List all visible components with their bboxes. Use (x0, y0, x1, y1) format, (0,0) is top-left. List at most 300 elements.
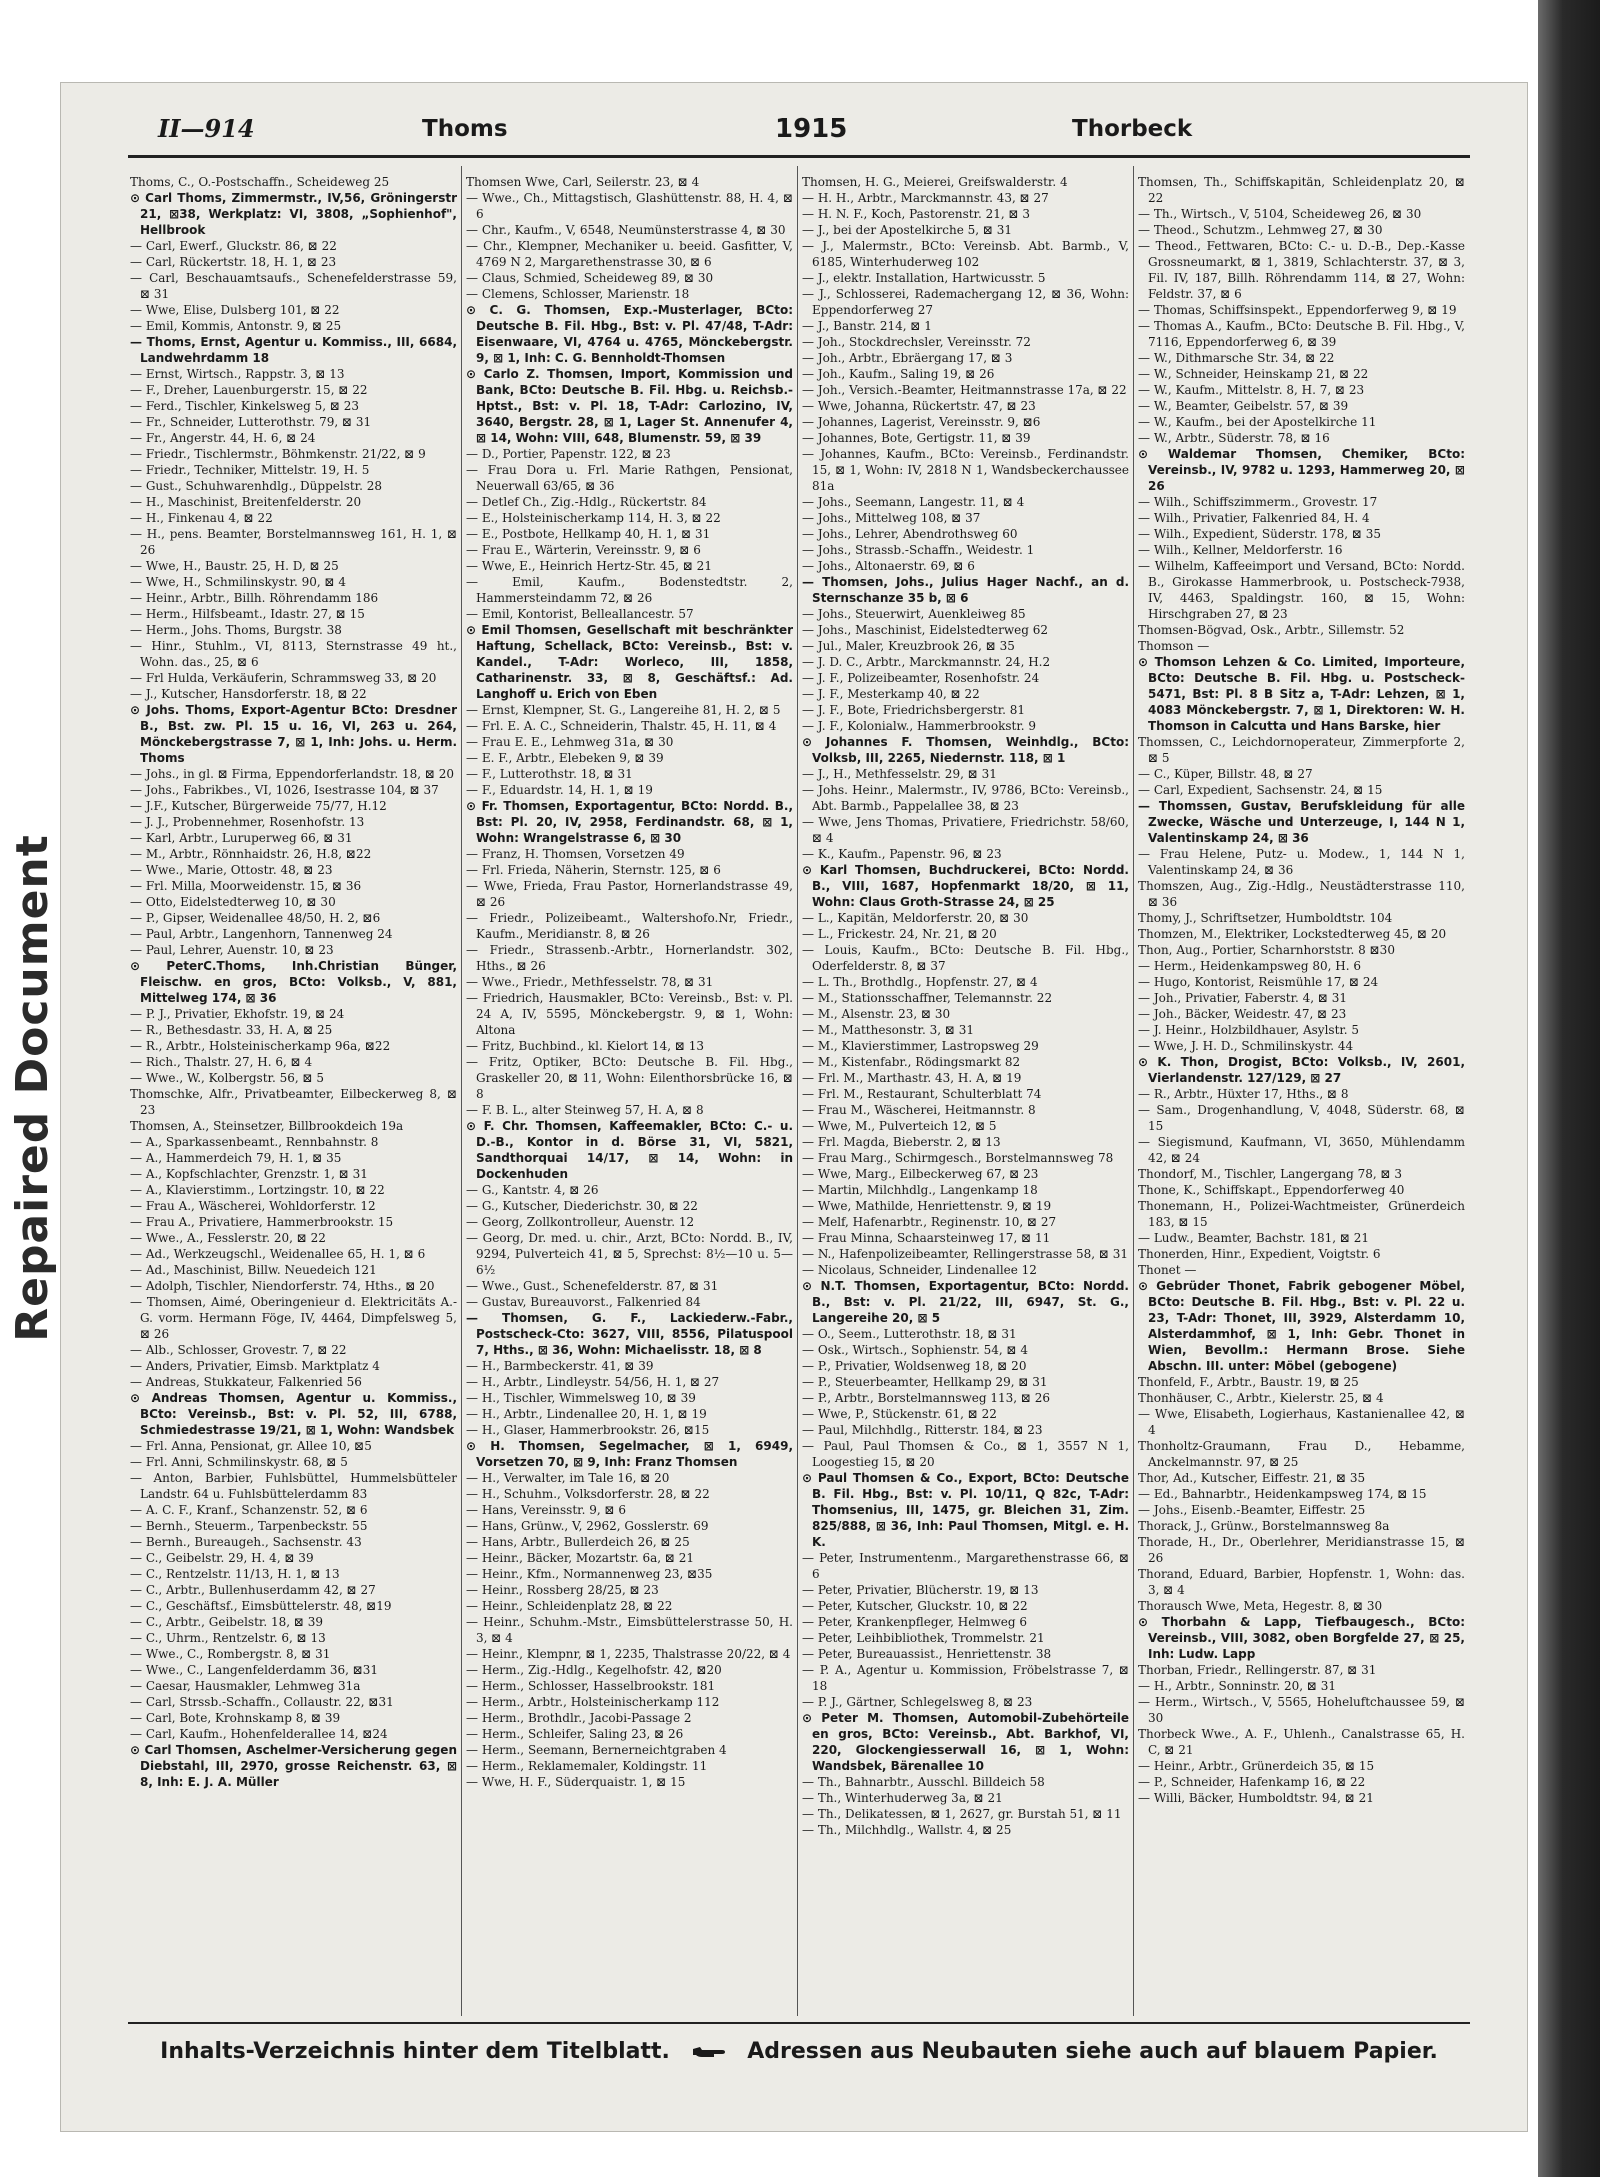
directory-entry: ⊙ Paul Thomsen & Co., Export, BCto: Deutsche B. Fil. Hbg., Bst: v. Pl. 10/11, Q 82c, T-Adr: Thomsenius, III, 1475, gr. Bleichen 31, Zim. 825/888, ⊠ 36, Inh: Paul Thomsen, Mitgl. e. H. K. (802, 1471, 1129, 1549)
directory-entry: Thorade, H., Dr., Oberlehrer, Meridianstrasse 15, ⊠ 26 (1138, 1535, 1465, 1565)
scan-dark-edge (1538, 0, 1600, 2177)
directory-entry: Thomschke, Alfr., Privatbeamter, Eilbeckerweg 8, ⊠ 23 (130, 1087, 457, 1117)
directory-entry: — Jul., Maler, Kreuzbrook 26, ⊠ 35 (802, 639, 1015, 653)
directory-entry: — Willi, Bäcker, Humboldtstr. 94, ⊠ 21 (1138, 1791, 1374, 1805)
directory-entry: — Anders, Privatier, Eimsb. Marktplatz 4 (130, 1359, 380, 1373)
column-divider (797, 166, 798, 2016)
directory-entry: — Detlef Ch., Zig.-Hdlg., Rückertstr. 84 (466, 495, 707, 509)
directory-entry: — J. F., Mesterkamp 40, ⊠ 22 (802, 687, 980, 701)
directory-entry: — Gustav, Bureauvorst., Falkenried 84 (466, 1295, 701, 1309)
directory-entry: — Heinr., Schuhm.-Mstr., Eimsbüttelerstrasse 50, H. 3, ⊠ 4 (466, 1615, 793, 1645)
directory-entry: — Herm., Seemann, Bernerneichtgraben 4 (466, 1743, 727, 1757)
directory-entry: — Louis, Kaufm., BCto: Deutsche B. Fil. Hbg., Oderfelderstr. 8, ⊠ 37 (802, 943, 1129, 973)
footer-rule (128, 2022, 1470, 2024)
directory-entry: — Wwe, H., Baustr. 25, H. D, ⊠ 25 (130, 559, 339, 573)
directory-entry: — Joh., Versich.-Beamter, Heitmannstrasse 17a, ⊠ 22 (802, 383, 1127, 397)
directory-entry: Thomsen, Th., Schiffskapitän, Schleidenplatz 20, ⊠ 22 (1138, 175, 1465, 205)
directory-entry: ⊙ Gebrüder Thonet, Fabrik gebogener Möbel, BCto: Deutsche B. Fil. Hbg., Bst: v. Pl. 22 u. 23, T-Adr: Thonet, III, 3929, Alsterdamm 10, Alsterdammhof, ⊠ 1, Inh: Gebr. Thonet in Wien, Bevollm.: Hermann Brose. Siehe Abschn. III. unter: Möbel (gebogene) (1138, 1279, 1465, 1373)
header-first-name: Thoms (422, 116, 508, 142)
column-2 (466, 174, 793, 2014)
directory-entry: — Joh., Stockdrechsler, Vereinsstr. 72 (802, 335, 1031, 349)
directory-entry: — J., Malermstr., BCto: Vereinsb. Abt. Barmb., V, 6185, Winterhuderweg 102 (802, 239, 1129, 269)
directory-entry: — H., pens. Beamter, Borstelmannsweg 161, H. 1, ⊠ 26 (130, 527, 457, 557)
directory-entry: — Wwe., C., Langenfelderdamm 36, ⊠31 (130, 1663, 379, 1677)
directory-entry: — W., Dithmarsche Str. 34, ⊠ 22 (1138, 351, 1335, 365)
directory-entry: — Wwe, H., Schmilinskystr. 90, ⊠ 4 (130, 575, 346, 589)
page-header (92, 105, 1477, 155)
directory-entry: Thomzen, M., Elektriker, Lockstedterweg 45, ⊠ 20 (1138, 927, 1447, 941)
directory-entry: ⊙ Peter M. Thomsen, Automobil-Zubehörteile en gros, BCto: Vereinsb., Abt. Barkhof, VI, 220, Glockengiesserwall 16, ⊠ 1, Wohn: Wandsbek, Bärenallee 10 (802, 1711, 1129, 1773)
directory-entry: — Friedrich, Hausmakler, BCto: Vereinsb., Bst: v. Pl. 24 A, IV, 5595, Mönckebergstr. 9, ⊠ 1, Wohn: Altona (466, 991, 793, 1037)
directory-entry: — Johannes, Bote, Gertigstr. 11, ⊠ 39 (802, 431, 1031, 445)
directory-entry: — Hans, Vereinsstr. 9, ⊠ 6 (466, 1503, 626, 1517)
directory-entry: — Ferd., Tischler, Kinkelsweg 5, ⊠ 23 (130, 399, 360, 413)
directory-entry: — G., Kantstr. 4, ⊠ 26 (466, 1183, 599, 1197)
directory-entry: — Thomas, Schiffsinspekt., Eppendorferweg 9, ⊠ 19 (1138, 303, 1457, 317)
footer-new-buildings-note: Adressen aus Neubauten siehe auch auf blauem Papier. (747, 2039, 1438, 2064)
directory-entry: ⊙ F. Chr. Thomsen, Kaffeemakler, BCto: C.- u. D.-B., Kontor in d. Börse 31, VI, 5821, Sandthorquai 14/17, ⊠ 14, Wohn: in Dockenhuden (466, 1119, 793, 1181)
directory-entry: — Georg, Zollkontrolleur, Auenstr. 12 (466, 1215, 695, 1229)
directory-entry: — W., Kaufm., Mittelstr. 8, H. 7, ⊠ 23 (1138, 383, 1365, 397)
directory-entry: — Frau E. E., Lehmweg 31a, ⊠ 30 (466, 735, 674, 749)
directory-entry: — H., Arbtr., Sonninstr. 20, ⊠ 31 (1138, 1679, 1337, 1693)
directory-entry: — Wwe., Marie, Ottostr. 48, ⊠ 23 (130, 863, 333, 877)
directory-entry: — Frl. Milla, Moorweidenstr. 15, ⊠ 36 (130, 879, 362, 893)
directory-entry: — Gust., Schuhwarenhdlg., Düppelstr. 28 (130, 479, 382, 493)
directory-entry: — Th., Milchhdlg., Wallstr. 4, ⊠ 25 (802, 1823, 1012, 1837)
directory-entry: — Ernst, Klempner, St. G., Langereihe 81, H. 2, ⊠ 5 (466, 703, 781, 717)
directory-entry: Thorban, Friedr., Rellingerstr. 87, ⊠ 31 (1138, 1663, 1377, 1677)
directory-entry: — P. A., Agentur u. Kommission, Fröbelstrasse 7, ⊠ 18 (802, 1663, 1129, 1693)
directory-entry: — Wwe., Friedr., Methfesselstr. 78, ⊠ 31 (466, 975, 714, 989)
directory-entry: — J., H., Methfesselstr. 29, ⊠ 31 (802, 767, 997, 781)
directory-entry: — J., elektr. Installation, Hartwicusstr. 5 (802, 271, 1046, 285)
directory-entry: — Herm., Brothdlr., Jacobi-Passage 2 (466, 1711, 692, 1725)
directory-entry: — Wwe, J. H. D., Schmilinskystr. 44 (1138, 1039, 1354, 1053)
directory-entry: — Ad., Werkzeugschl., Weidenallee 65, H. 1, ⊠ 6 (130, 1247, 426, 1261)
directory-entry: — J. D. C., Arbtr., Marckmannstr. 24, H.2 (802, 655, 1051, 669)
directory-entry: — Johs., Steuerwirt, Auenkleiweg 85 (802, 607, 1026, 621)
directory-entry: ⊙ Waldemar Thomsen, Chemiker, BCto: Vereinsb., IV, 9782 u. 1293, Hammerweg 20, ⊠ 26 (1138, 447, 1465, 493)
directory-entry: — Wilh., Expedient, Süderstr. 178, ⊠ 35 (1138, 527, 1382, 541)
directory-entry: — Wwe, Elise, Dulsberg 101, ⊠ 22 (130, 303, 340, 317)
directory-entry: — Heinr., Bäcker, Mozartstr. 6a, ⊠ 21 (466, 1551, 695, 1565)
directory-entry: — Hans, Grünw., V, 2962, Gosslerstr. 69 (466, 1519, 709, 1533)
directory-entry: — Fritz, Optiker, BCto: Deutsche B. Fil. Hbg., Graskeller 20, ⊠ 11, Wohn: Eilenthorsbrücke 16, ⊠ 8 (466, 1055, 793, 1101)
directory-entry: — Herm., Wirtsch., V, 5565, Hoheluftchaussee 59, ⊠ 30 (1138, 1695, 1465, 1725)
footer-index-note: Inhalts-Verzeichnis hinter dem Titelblatt. (160, 2039, 670, 2064)
directory-entry: — Johs., Altonaerstr. 69, ⊠ 6 (802, 559, 975, 573)
directory-entry: — C., Uhrm., Rentzelstr. 6, ⊠ 13 (130, 1631, 326, 1645)
directory-entry: — Wwe, P., Stückenstr. 61, ⊠ 22 (802, 1407, 997, 1421)
directory-entry: — Wwe., Gust., Schenefelderstr. 87, ⊠ 31 (466, 1279, 719, 1293)
directory-entry: — A., Sparkassenbeamt., Rennbahnstr. 8 (130, 1135, 379, 1149)
directory-entry: — Carl, Expedient, Sachsenstr. 24, ⊠ 15 (1138, 783, 1383, 797)
directory-entry: — Frl. Anni, Schmilinskystr. 68, ⊠ 5 (130, 1455, 348, 1469)
directory-entry: — H., Barmbeckerstr. 41, ⊠ 39 (466, 1359, 654, 1373)
directory-entry: — Friedr., Strassenb.-Arbtr., Hornerlandstr. 302, Hths., ⊠ 26 (466, 943, 793, 973)
directory-entry: — Frl. Anna, Pensionat, gr. Allee 10, ⊠5 (130, 1439, 372, 1453)
directory-entry: — Fr., Angerstr. 44, H. 6, ⊠ 24 (130, 431, 316, 445)
directory-entry: ⊙ K. Thon, Drogist, BCto: Volksb., IV, 2601, Vierlandenstr. 127/129, ⊠ 27 (1138, 1055, 1465, 1085)
directory-entry: — Wilhelm, Kaffeeimport und Versand, BCto: Nordd. B., Girokasse Hammerbrook, u. Postscheck-7938, IV, 4463, Spaldingstr. 160, ⊠ 15, Wohn: Hirschgraben 27, ⊠ 23 (1138, 559, 1465, 621)
directory-entry: — J. J., Probennehmer, Rosenhofstr. 13 (130, 815, 365, 829)
directory-entry: — Wwe, Johanna, Rückertstr. 47, ⊠ 23 (802, 399, 1036, 413)
directory-entry: Thomsen, H. G., Meierei, Greifswalderstr. 4 (802, 175, 1068, 189)
directory-entry: ⊙ Fr. Thomsen, Exportagentur, BCto: Nordd. B., Bst: Pl. 20, IV, 2958, Ferdinandstr. 68, ⊠ 1, Wohn: Wrangelstrasse 6, ⊠ 30 (466, 799, 793, 845)
directory-entry: — Carl, Bote, Krohnskamp 8, ⊠ 39 (130, 1711, 341, 1725)
directory-entry: — Thoms, Ernst, Agentur u. Kommiss., III, 6684, Landwehrdamm 18 (130, 335, 457, 365)
directory-entry: — Carl, Strssb.-Schaffn., Collaustr. 22, ⊠31 (130, 1695, 394, 1709)
directory-entry: — E., Holsteinischerkamp 114, H. 3, ⊠ 22 (466, 511, 721, 525)
directory-entry: — Paul, Arbtr., Langenhorn, Tannenweg 24 (130, 927, 393, 941)
directory-entry: Thomszen, Aug., Zig.-Hdlg., Neustädterstrasse 110, ⊠ 36 (1138, 879, 1465, 909)
directory-entry: — Heinr., Rossberg 28/25, ⊠ 23 (466, 1583, 659, 1597)
directory-entry: — W., Arbtr., Süderstr. 78, ⊠ 16 (1138, 431, 1330, 445)
directory-entry: — F., Dreher, Lauenburgerstr. 15, ⊠ 22 (130, 383, 368, 397)
directory-entry: — Wwe., C., Rombergstr. 8, ⊠ 31 (130, 1647, 331, 1661)
directory-entry: — Bernh., Steuerm., Tarpenbeckstr. 55 (130, 1519, 368, 1533)
directory-entry: — H., Tischler, Wimmelsweg 10, ⊠ 39 (466, 1391, 696, 1405)
directory-entry: — Wwe, H. F., Süderquaistr. 1, ⊠ 15 (466, 1775, 686, 1789)
column-3 (802, 174, 1129, 2014)
directory-entry: — Martin, Milchhdlg., Langenkamp 18 (802, 1183, 1038, 1197)
directory-entry: — Joh., Privatier, Faberstr. 4, ⊠ 31 (1138, 991, 1348, 1005)
directory-entry: — Wwe, Frieda, Frau Pastor, Hornerlandstrasse 49, ⊠ 26 (466, 879, 793, 909)
directory-entry: — Johannes, Lagerist, Vereinsstr. 9, ⊠6 (802, 415, 1041, 429)
directory-entry: ⊙ Thomson Lehzen & Co. Limited, Importeure, BCto: Deutsche B. Fil. Hbg. u. Postscheck-5471, Bst: Pl. 8 B Sitz a, T-Adr: Lehzen, ⊠ 1, 4083 Mönckebergstr. 7, ⊠ 1, Direktoren: W. H. Thomson in Calcutta und Hans Barske, hier (1138, 655, 1465, 733)
directory-entry: — P. J., Privatier, Ekhofstr. 19, ⊠ 24 (130, 1007, 345, 1021)
directory-entry: — Theod., Schutzm., Lehmweg 27, ⊠ 30 (1138, 223, 1383, 237)
directory-entry: — Herm., Johs. Thoms, Burgstr. 38 (130, 623, 342, 637)
directory-entry: ⊙ Thorbahn & Lapp, Tiefbaugesch., BCto: Vereinsb., VIII, 3082, oben Borgfelde 27, ⊠ 25, Inh: Ludw. Lapp (1138, 1615, 1465, 1661)
directory-entry: — Hugo, Kontorist, Reismühle 17, ⊠ 24 (1138, 975, 1379, 989)
directory-entry: — Thomsen, Aimé, Oberingenieur d. Elektricitäts A.-G. vorm. Hermann Föge, IV, 4464, Dimpfelsweg 5, ⊠ 26 (130, 1295, 457, 1341)
directory-entry: — J. F., Kolonialw., Hammerbrookstr. 9 (802, 719, 1037, 733)
directory-entry: — Otto, Eidelstedterweg 10, ⊠ 30 (130, 895, 336, 909)
directory-entry: — Th., Winterhuderweg 3a, ⊠ 21 (802, 1791, 1003, 1805)
directory-entry: — H., Arbtr., Lindleystr. 54/56, H. 1, ⊠ 27 (466, 1375, 720, 1389)
directory-entry: — M., Matthesonstr. 3, ⊠ 31 (802, 1023, 975, 1037)
directory-entry: ⊙ Johannes F. Thomsen, Weinhdlg., BCto: Volksb, III, 2265, Niedernstr. 118, ⊠ 1 (802, 735, 1129, 765)
directory-entry: — Johs., Fabrikbes., VI, 1026, Isestrasse 104, ⊠ 37 (130, 783, 439, 797)
directory-entry: — J.F., Kutscher, Bürgerweide 75/77, H.12 (130, 799, 387, 813)
directory-entry: — Frl Hulda, Verkäuferin, Schrammsweg 33, ⊠ 20 (130, 671, 437, 685)
directory-entry: — Wwe, Jens Thomas, Privatiere, Friedrichstr. 58/60, ⊠ 4 (802, 815, 1129, 845)
directory-entry: — Herm., Heidenkampsweg 80, H. 6 (1138, 959, 1361, 973)
directory-entry: — C., Geschäftsf., Eimsbüttelerstr. 48, ⊠19 (130, 1599, 392, 1613)
directory-entry: — Emil, Kontorist, Belleallancestr. 57 (466, 607, 694, 621)
directory-entry: — W., Schneider, Heinskamp 21, ⊠ 22 (1138, 367, 1369, 381)
directory-entry: — L. Th., Brothdlg., Hopfenstr. 27, ⊠ 4 (802, 975, 1038, 989)
directory-entry: Thon, Aug., Portier, Scharnhorststr. 8 ⊠30 (1138, 943, 1395, 957)
directory-entry: Thorbeck Wwe., A. F., Uhlenh., Canalstrasse 65, H. C, ⊠ 21 (1138, 1727, 1465, 1757)
directory-entry: — R., Arbtr., Hüxter 17, Hths., ⊠ 8 (1138, 1087, 1349, 1101)
directory-entry: — Carl, Kaufm., Hohenfelderallee 14, ⊠24 (130, 1727, 388, 1741)
directory-entry: — Karl, Arbtr., Luruperweg 66, ⊠ 31 (130, 831, 353, 845)
directory-entry: — Friedr., Polizeibeamt., Waltershofo.Nr, Friedr., Kaufm., Meridianstr. 8, ⊠ 26 (466, 911, 793, 941)
header-rule (128, 155, 1470, 158)
directory-entry: — Thomssen, Gustav, Berufskleidung für alle Zwecke, Wäsche und Unterzeuge, I, 144 N 1, Valentinskamp 24, ⊠ 36 (1138, 799, 1465, 845)
directory-entry: — G., Kutscher, Diederichstr. 30, ⊠ 22 (466, 1199, 698, 1213)
directory-entry: — Claus, Schmied, Scheideweg 89, ⊠ 30 (466, 271, 714, 285)
directory-entry: — C., Rentzelstr. 11/13, H. 1, ⊠ 13 (130, 1567, 340, 1581)
directory-entry: — A., Klavierstimm., Lortzingstr. 10, ⊠ 22 (130, 1183, 385, 1197)
directory-entry: — Johs., Seemann, Langestr. 11, ⊠ 4 (802, 495, 1025, 509)
directory-entry: — J., Schlosserei, Rademachergang 12, ⊠ 36, Wohn: Eppendorferweg 27 (802, 287, 1129, 317)
directory-entry: — J. F., Polizeibeamter, Rosenhofstr. 24 (802, 671, 1040, 685)
directory-entry: — Andreas, Stukkateur, Falkenried 56 (130, 1375, 362, 1389)
directory-entry: ⊙ H. Thomsen, Segelmacher, ⊠ 1, 6949, Vorsetzen 70, ⊠ 9, Inh: Franz Thomsen (466, 1439, 793, 1469)
directory-entry: — O., Seem., Lutterothstr. 18, ⊠ 31 (802, 1327, 1017, 1341)
pointing-hand-icon (692, 2044, 726, 2060)
directory-entry: — H., Finkenau 4, ⊠ 22 (130, 511, 273, 525)
directory-entry: — Frl. E. A. C., Schneiderin, Thalstr. 45, H. 11, ⊠ 4 (466, 719, 777, 733)
directory-entry: — Hinr., Stuhlm., VI, 8113, Sternstrasse 49 ht., Wohn. das., 25, ⊠ 6 (130, 639, 457, 669)
header-last-name: Thorbeck (1072, 116, 1193, 142)
directory-entry: — C., Geibelstr. 29, H. 4, ⊠ 39 (130, 1551, 314, 1565)
directory-entry: — Herm., Schleifer, Saling 23, ⊠ 26 (466, 1727, 684, 1741)
column-1 (130, 174, 457, 2014)
directory-entry: — Thomsen, G. F., Lackiederw.-Fabr., Postscheck-Cto: 3627, VIII, 8556, Pilatuspool 7, Hths., ⊠ 36, Wohn: Michaelisstr. 18, ⊠ 8 (466, 1311, 793, 1357)
directory-entry: — Fr., Schneider, Lutterothstr. 79, ⊠ 31 (130, 415, 372, 429)
directory-entry: — P., Gipser, Weidenallee 48/50, H. 2, ⊠6 (130, 911, 381, 925)
directory-entry: — Frau A., Privatiere, Hammerbrookstr. 15 (130, 1215, 394, 1229)
directory-entry: — J. Heinr., Holzbildhauer, Asylstr. 5 (1138, 1023, 1360, 1037)
directory-entry: — J., bei der Apostelkirche 5, ⊠ 31 (802, 223, 1013, 237)
directory-entry: — E., Postbote, Hellkamp 40, H. 1, ⊠ 31 (466, 527, 711, 541)
directory-entry: — Friedr., Techniker, Mittelstr. 19, H. 5 (130, 463, 370, 477)
directory-entry: — P., Steuerbeamter, Hellkamp 29, ⊠ 31 (802, 1375, 1048, 1389)
directory-entry: — Peter, Instrumentenm., Margarethenstrasse 66, ⊠ 6 (802, 1551, 1129, 1581)
directory-entry: — Ernst, Wirtsch., Rappstr. 3, ⊠ 13 (130, 367, 345, 381)
directory-entry: — Carl, Ewerf., Gluckstr. 86, ⊠ 22 (130, 239, 337, 253)
directory-entry: — Th., Delikatessen, ⊠ 1, 2627, gr. Burstah 51, ⊠ 11 (802, 1807, 1122, 1821)
directory-entry: — Peter, Bureauassist., Henriettenstr. 38 (802, 1647, 1052, 1661)
page-number: II—914 (158, 114, 255, 143)
header-year: 1915 (775, 114, 848, 144)
directory-entry: — H., Verwalter, im Tale 16, ⊠ 20 (466, 1471, 670, 1485)
directory-entry: — N., Hafenpolizeibeamter, Rellingerstrasse 58, ⊠ 31 (802, 1247, 1129, 1261)
directory-entry: — A., Kopfschlachter, Grenzstr. 1, ⊠ 31 (130, 1167, 368, 1181)
directory-entry: — Anton, Barbier, Fuhlsbüttel, Hummelsbütteler Landstr. 64 u. Fuhlsbüttelerdamm 83 (130, 1471, 457, 1501)
directory-entry: — Johannes, Kaufm., BCto: Vereinsb., Ferdinandstr. 15, ⊠ 1, Wohn: IV, 2818 N 1, Wandsbeckerchaussee 81a (802, 447, 1129, 493)
directory-entry: — Th., Wirtsch., V, 5104, Scheideweg 26, ⊠ 30 (1138, 207, 1422, 221)
directory-entry: — H., Arbtr., Lindenallee 20, H. 1, ⊠ 19 (466, 1407, 707, 1421)
directory-entry: — J., Kutscher, Hansdorferstr. 18, ⊠ 22 (130, 687, 367, 701)
directory-entry: — Heinr., Arbtr., Billh. Röhrendamm 186 (130, 591, 379, 605)
directory-entry: ⊙ Carl Thoms, Zimmermstr., IV,56, Gröningerstr 21, ⊠38, Werkplatz: VI, 3808, „Sophienhof", Hellbrook (130, 191, 457, 237)
directory-entry: — M., Klavierstimmer, Lastropsweg 29 (802, 1039, 1039, 1053)
directory-entry: — Peter, Leihbibliothek, Trommelstr. 21 (802, 1631, 1045, 1645)
directory-entry: — Johs., Lehrer, Abendrothsweg 60 (802, 527, 1018, 541)
directory-entry: — Paul, Paul Thomsen & Co., ⊠ 1, 3557 N 1, Loogestieg 15, ⊠ 20 (802, 1439, 1129, 1469)
directory-entry: — Frau A., Wäscherei, Wohldorferstr. 12 (130, 1199, 376, 1213)
directory-entry: — A. C. F., Kranf., Schanzenstr. 52, ⊠ 6 (130, 1503, 368, 1517)
directory-entry: — Chr., Kaufm., V, 6548, Neumünsterstrasse 4, ⊠ 30 (466, 223, 786, 237)
directory-entry: — P., Privatier, Woldsenweg 18, ⊠ 20 (802, 1359, 1027, 1373)
directory-entry: — Osk., Wirtsch., Sophienstr. 54, ⊠ 4 (802, 1343, 1029, 1357)
directory-entry: — Joh., Arbtr., Ebräergang 17, ⊠ 3 (802, 351, 1013, 365)
directory-entry: — H. H., Arbtr., Marckmannstr. 43, ⊠ 27 (802, 191, 1049, 205)
directory-entry: — D., Portier, Papenstr. 122, ⊠ 23 (466, 447, 671, 461)
directory-entry: — Heinr., Arbtr., Grünerdeich 35, ⊠ 15 (1138, 1759, 1375, 1773)
directory-entry: — Herm., Schlosser, Hasselbrookstr. 181 (466, 1679, 716, 1693)
directory-entry: — Georg, Dr. med. u. chir., Arzt, BCto: Nordd. B., IV, 9294, Pulverteich 41, ⊠ 5, Sprechst: 8½—10 u. 5—6½ (466, 1231, 793, 1277)
directory-entry: — Ludw., Beamter, Bachstr. 181, ⊠ 21 (1138, 1231, 1370, 1245)
directory-entry: ⊙ Johs. Thoms, Export-Agentur BCto: Dresdner B., Bst. zw. Pl. 15 u. 16, VI, 263 u. 264, Mönckebergstrasse 7, ⊠ 1, Inh: Johs. u. Herm. Thoms (130, 703, 457, 765)
directory-entry: — Rich., Thalstr. 27, H. 6, ⊠ 4 (130, 1055, 313, 1069)
column-divider (461, 166, 462, 2016)
directory-entry: — Chr., Klempner, Mechaniker u. beeid. Gasfitter, V, 4769 N 2, Margarethenstrasse 30, ⊠ 6 (466, 239, 793, 269)
directory-entry: — W., Kaufm., bei der Apostelkirche 11 (1138, 415, 1377, 429)
directory-entry: ⊙ Andreas Thomsen, Agentur u. Kommiss., BCto: Vereinsb., Bst: v. Pl. 52, III, 6788, Schmiedestrasse 19/21, ⊠ 1, Wohn: Wandsbek (130, 1391, 457, 1437)
directory-entry: — Emil, Kommis, Antonstr. 9, ⊠ 25 (130, 319, 342, 333)
directory-entry: — Joh., Kaufm., Saling 19, ⊠ 26 (802, 367, 995, 381)
directory-entry: — Frau Marg., Schirmgesch., Borstelmannsweg 78 (802, 1151, 1114, 1165)
directory-entry: — Melf, Hafenarbtr., Reginenstr. 10, ⊠ 27 (802, 1215, 1057, 1229)
directory-entry: ⊙ N.T. Thomsen, Exportagentur, BCto: Nordd. B., Bst: v. Pl. 21/22, III, 6947, St. G., Langereihe 20, ⊠ 5 (802, 1279, 1129, 1325)
directory-entry: — L., Kapitän, Meldorferstr. 20, ⊠ 30 (802, 911, 1029, 925)
left-margin (0, 0, 58, 2177)
directory-entry: — Carl, Rückertstr. 18, H. 1, ⊠ 23 (130, 255, 337, 269)
directory-entry: — Nicolaus, Schneider, Lindenallee 12 (802, 1263, 1037, 1277)
directory-entry: — Thomsen, Johs., Julius Hager Nachf., an d. Sternschanze 35 b, ⊠ 6 (802, 575, 1129, 605)
directory-entry: — A., Hammerdeich 79, H. 1, ⊠ 35 (130, 1151, 342, 1165)
directory-entry: Thonemann, H., Polizei-Wachtmeister, Grünerdeich 183, ⊠ 15 (1138, 1199, 1465, 1229)
directory-entry: — Frau Dora u. Frl. Marie Rathgen, Pensionat, Neuerwall 63/65, ⊠ 36 (466, 463, 793, 493)
directory-entry: — Carl, Beschauamtsaufs., Schenefelderstrasse 59, ⊠ 31 (130, 271, 457, 301)
directory-entry: — F. B. L., alter Steinweg 57, H. A, ⊠ 8 (466, 1103, 704, 1117)
directory-entry: — Heinr., Schleidenplatz 28, ⊠ 22 (466, 1599, 673, 1613)
side-stamp: Repaired Document (7, 834, 58, 1342)
directory-entry: — Fritz, Buchbind., kl. Kielort 14, ⊠ 13 (466, 1039, 704, 1053)
directory-columns (130, 160, 1470, 2023)
directory-entry: — Peter, Kutscher, Gluckstr. 10, ⊠ 22 (802, 1599, 1028, 1613)
directory-entry: Thomsen-Bögvad, Osk., Arbtr., Sillemstr. 52 (1138, 623, 1405, 637)
directory-entry: Thorack, J., Grünw., Borstelmannsweg 8a (1138, 1519, 1390, 1533)
directory-entry: — Alb., Schlosser, Grovestr. 7, ⊠ 22 (130, 1343, 347, 1357)
directory-entry: — Herm., Reklamemaler, Koldingstr. 11 (466, 1759, 708, 1773)
directory-entry: — Frl. M., Marthastr. 43, H. A, ⊠ 19 (802, 1071, 1022, 1085)
directory-entry: — Wilh., Kellner, Meldorferstr. 16 (1138, 543, 1343, 557)
directory-entry: — H. N. F., Koch, Pastorenstr. 21, ⊠ 3 (802, 207, 1031, 221)
directory-entry: — C., Arbtr., Geibelstr. 18, ⊠ 39 (130, 1615, 323, 1629)
directory-entry: — P., Schneider, Hafenkamp 16, ⊠ 22 (1138, 1775, 1366, 1789)
directory-entry: — Wwe, Mathilde, Henriettenstr. 9, ⊠ 19 (802, 1199, 1052, 1213)
directory-entry: Thomson — (1138, 639, 1210, 653)
directory-entry: — Johs., Mittelweg 108, ⊠ 37 (802, 511, 981, 525)
directory-entry: ⊙ Carlo Z. Thomsen, Import, Kommission und Bank, BCto: Deutsche B. Fil. Hbg. u. Reichsb.-Hptst., Bst: v. Pl. 18, T-Adr: Carlozino, IV, 3640, Bergstr. 28, ⊠ 1, Lager St. Annenufer 4, ⊠ 14, Wohn: VIII, 648, Blumenstr. 59, ⊠ 39 (466, 367, 793, 445)
directory-entry: Thonerden, Hinr., Expedient, Voigtstr. 6 (1138, 1247, 1381, 1261)
directory-entry: — Wwe., Ch., Mittagstisch, Glashüttenstr. 88, H. 4, ⊠ 6 (466, 191, 793, 221)
directory-entry: ⊙ Karl Thomsen, Buchdruckerei, BCto: Nordd. B., VIII, 1687, Hopfenmarkt 18/20, ⊠ 11, Wohn: Claus Groth-Strasse 24, ⊠ 25 (802, 863, 1129, 909)
directory-entry: — Wilh., Schiffszimmerm., Grovestr. 17 (1138, 495, 1378, 509)
directory-entry: Thor, Ad., Kutscher, Eiffestr. 21, ⊠ 35 (1138, 1471, 1366, 1485)
directory-entry: — Herm., Zig.-Hdlg., Kegelhofstr. 42, ⊠20 (466, 1663, 722, 1677)
directory-entry: — Frl. Magda, Bieberstr. 2, ⊠ 13 (802, 1135, 1001, 1149)
directory-entry: — Joh., Bäcker, Weidestr. 47, ⊠ 23 (1138, 1007, 1347, 1021)
directory-entry: — W., Beamter, Geibelstr. 57, ⊠ 39 (1138, 399, 1349, 413)
directory-entry: — Caesar, Hausmakler, Lehmweg 31a (130, 1679, 361, 1693)
directory-entry: — Johs., Eisenb.-Beamter, Eiffestr. 25 (1138, 1503, 1366, 1517)
directory-entry: — Johs., Strassb.-Schaffn., Weidestr. 1 (802, 543, 1035, 557)
directory-entry: — Heinr., Kfm., Normannenweg 23, ⊠35 (466, 1567, 713, 1581)
directory-entry: — E. F., Arbtr., Elebeken 9, ⊠ 39 (466, 751, 664, 765)
directory-entry: — Frau Helene, Putz- u. Modew., 1, 144 N 1, Valentinskamp 24, ⊠ 36 (1138, 847, 1465, 877)
directory-entry: Thonet — (1138, 1263, 1197, 1277)
directory-entry: — Johs. Heinr., Malermstr., IV, 9786, BCto: Vereinsb., Abt. Barmb., Pappelallee 38, ⊠ 23 (802, 783, 1129, 813)
directory-entry: — Wwe., W., Kolbergstr. 56, ⊠ 5 (130, 1071, 324, 1085)
directory-entry: Thorand, Eduard, Barbier, Hopfenstr. 1, Wohn: das. 3, ⊠ 4 (1138, 1567, 1465, 1597)
directory-entry: Thomy, J., Schriftsetzer, Humboldtstr. 104 (1138, 911, 1393, 925)
directory-entry: — Ed., Bahnarbtr., Heidenkampsweg 174, ⊠ 15 (1138, 1487, 1427, 1501)
directory-entry: — Peter, Krankenpfleger, Helmweg 6 (802, 1615, 1028, 1629)
column-4 (1138, 174, 1465, 2014)
directory-entry: — Wwe, Marg., Eilbeckerweg 67, ⊠ 23 (802, 1167, 1039, 1181)
directory-entry: — C., Küper, Billstr. 48, ⊠ 27 (1138, 767, 1313, 781)
directory-entry: Thomsen, A., Steinsetzer, Billbrookdeich 19a (130, 1119, 404, 1133)
directory-entry: ⊙ Emil Thomsen, Gesellschaft mit beschränkter Haftung, Schellack, BCto: Vereinsb., Bst: v. Kandel., T-Adr: Worleco, III, 1858, Catharinenstr. 33, ⊠ 8, Geschäftsf.: Ad. Langhoff u. Erich von Eben (466, 623, 793, 701)
directory-entry: — M., Arbtr., Rönnhaidstr. 26, H.8, ⊠22 (130, 847, 372, 861)
directory-entry: — R., Bethesdastr. 33, H. A, ⊠ 25 (130, 1023, 333, 1037)
directory-entry: — F., Lutterothstr. 18, ⊠ 31 (466, 767, 633, 781)
directory-entry: — Bernh., Bureaugeh., Sachsenstr. 43 (130, 1535, 362, 1549)
directory-entry: — Frau M., Wäscherei, Heitmannstr. 8 (802, 1103, 1036, 1117)
directory-entry: — J., Banstr. 214, ⊠ 1 (802, 319, 932, 333)
directory-entry: — Johs., Maschinist, Eidelstedterweg 62 (802, 623, 1049, 637)
directory-entry: — Siegismund, Kaufmann, VI, 3650, Mühlendamm 42, ⊠ 24 (1138, 1135, 1465, 1165)
directory-entry: — Herm., Arbtr., Holsteinischerkamp 112 (466, 1695, 720, 1709)
directory-entry: — P. J., Gärtner, Schlegelsweg 8, ⊠ 23 (802, 1695, 1033, 1709)
directory-entry: — Wwe, M., Pulverteich 12, ⊠ 5 (802, 1119, 997, 1133)
directory-entry: Thonhäuser, C., Arbtr., Kielerstr. 25, ⊠ 4 (1138, 1391, 1384, 1405)
directory-entry: — Emil, Kaufm., Bodenstedtstr. 2, Hammersteindamm 72, ⊠ 26 (466, 575, 793, 605)
directory-entry: — Paul, Lehrer, Auenstr. 10, ⊠ 23 (130, 943, 334, 957)
directory-entry: Thomsen Wwe, Carl, Seilerstr. 23, ⊠ 4 (466, 175, 700, 189)
directory-entry: — Thomas A., Kaufm., BCto: Deutsche B. Fil. Hbg., V, 7116, Eppendorferweg 6, ⊠ 39 (1138, 319, 1465, 349)
directory-entry: — H., Schuhm., Volksdorferstr. 28, ⊠ 22 (466, 1487, 710, 1501)
directory-entry: — Sam., Drogenhandlung, V, 4048, Süderstr. 68, ⊠ 15 (1138, 1103, 1465, 1133)
directory-entry: — Ad., Maschinist, Billw. Neuedeich 121 (130, 1263, 377, 1277)
directory-entry: ⊙ PeterC.Thoms, Inh.Christian Bünger, Fleischw. en gros, BCto: Volksb., V, 881, Mittelweg 174, ⊠ 36 (130, 959, 457, 1005)
directory-entry: — R., Arbtr., Holsteinischerkamp 96a, ⊠22 (130, 1039, 391, 1053)
directory-entry: — Th., Bahnarbtr., Ausschl. Billdeich 58 (802, 1775, 1045, 1789)
directory-entry: — Clemens, Schlosser, Marienstr. 18 (466, 287, 690, 301)
directory-entry: — Theod., Fettwaren, BCto: C.- u. D.-B., Dep.-Kasse Grossneumarkt, ⊠ 1, 3819, Schlachterstr. 37, ⊠ 3, Fil. IV, 187, Billh. Röhrendamm 114, ⊠ 27, Wohn: Feldstr. 37, ⊠ 6 (1138, 239, 1465, 301)
directory-entry: — Wwe., A., Fesslerstr. 20, ⊠ 22 (130, 1231, 326, 1245)
directory-entry: — Frl. M., Restaurant, Schulterblatt 74 (802, 1087, 1042, 1101)
directory-entry: — Wwe, E., Heinrich Hertz-Str. 45, ⊠ 21 (466, 559, 712, 573)
directory-entry: — Wilh., Privatier, Falkenried 84, H. 4 (1138, 511, 1370, 525)
directory-entry: Thonfeld, F., Arbtr., Baustr. 19, ⊠ 25 (1138, 1375, 1359, 1389)
directory-entry: ⊙ Carl Thomsen, Aschelmer-Versicherung gegen Diebstahl, III, 2970, grosse Reichenstr. 63, ⊠ 8, Inh: E. J. A. Müller (130, 1743, 457, 1789)
directory-entry: — M., Kistenfabr., Rödingsmarkt 82 (802, 1055, 1021, 1069)
directory-entry: — Johs., in gl. ⊠ Firma, Eppendorferlandstr. 18, ⊠ 20 (130, 767, 454, 781)
column-divider (1133, 166, 1134, 2016)
directory-entry: — M., Alsenstr. 23, ⊠ 30 (802, 1007, 951, 1021)
directory-entry: — Heinr., Klempnr, ⊠ 1, 2235, Thalstrasse 20/22, ⊠ 4 (466, 1647, 791, 1661)
directory-entry: — Wwe, Elisabeth, Logierhaus, Kastanienallee 42, ⊠ 4 (1138, 1407, 1465, 1437)
directory-entry: — P., Arbtr., Borstelmannsweg 113, ⊠ 26 (802, 1391, 1051, 1405)
directory-entry: Thondorf, M., Tischler, Langergang 78, ⊠ 3 (1138, 1167, 1402, 1181)
directory-entry: — L., Frickestr. 24, Nr. 21, ⊠ 20 (802, 927, 997, 941)
directory-entry: — F., Eduardstr. 14, H. 1, ⊠ 19 (466, 783, 653, 797)
directory-entry: Thoms, C., O.-Postschaffn., Scheideweg 25 (130, 175, 390, 189)
directory-entry: — K., Kaufm., Papenstr. 96, ⊠ 23 (802, 847, 1002, 861)
directory-entry: — Friedr., Tischlermstr., Böhmkenstr. 21/22, ⊠ 9 (130, 447, 426, 461)
directory-entry: Thone, K., Schiffskapt., Eppendorferweg 40 (1138, 1183, 1405, 1197)
